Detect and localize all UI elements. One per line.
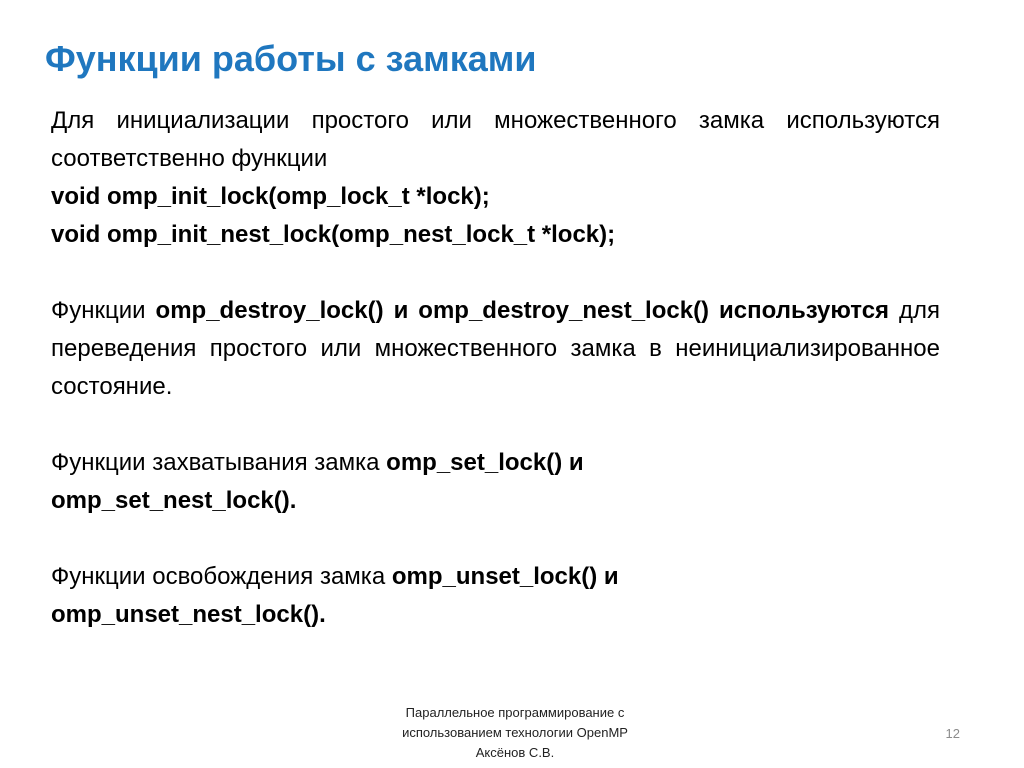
destroy-used: используются [719,297,890,324]
unset-prefix: Функции освобождения замка [51,563,386,590]
paragraph-set [51,444,940,520]
footer-line-1: Параллельное программирование с [405,705,625,720]
page-number: 12 [945,726,960,741]
paragraph-destroy [51,292,940,406]
destroy-rest: для переведения простого или множественного замка в неинициализированное состояние. [51,297,941,400]
destroy-func2: omp_destroy_nest_lock() [418,297,710,324]
set-func2: omp_set_nest_lock(). [51,487,297,514]
destroy-prefix: Функции [51,297,146,324]
unset-func1: omp_unset_lock() и [391,563,619,590]
set-prefix: Функции захватывания замка [51,449,380,476]
destroy-conj: и [393,297,409,324]
destroy-func1: omp_destroy_lock() [155,297,384,324]
init-description: Для инициализации простого или множественного замка используются соответственно функции [51,107,940,172]
code-init-nest-lock [51,216,940,254]
slide-body [51,102,940,634]
paragraph-unset [51,558,940,634]
code-init-lock [51,178,940,216]
set-func1: omp_set_lock() и [386,449,584,476]
unset-func2: omp_unset_nest_lock(). [51,601,326,628]
slide-footer [355,703,675,763]
spacer [51,406,940,444]
paragraph-init [51,102,940,178]
spacer [51,520,940,558]
code-init-nest-lock-text: void omp_init_nest_lock(omp_nest_lock_t *lock); [51,221,616,248]
footer-line-2: использованием технологии OpenMP [402,725,628,740]
spacer [51,254,940,292]
footer-line-3: Аксёнов С.В. [475,745,555,760]
slide-title: Функции работы с замками [45,38,537,79]
code-init-lock-text: void omp_init_lock(omp_lock_t *lock); [51,183,490,210]
